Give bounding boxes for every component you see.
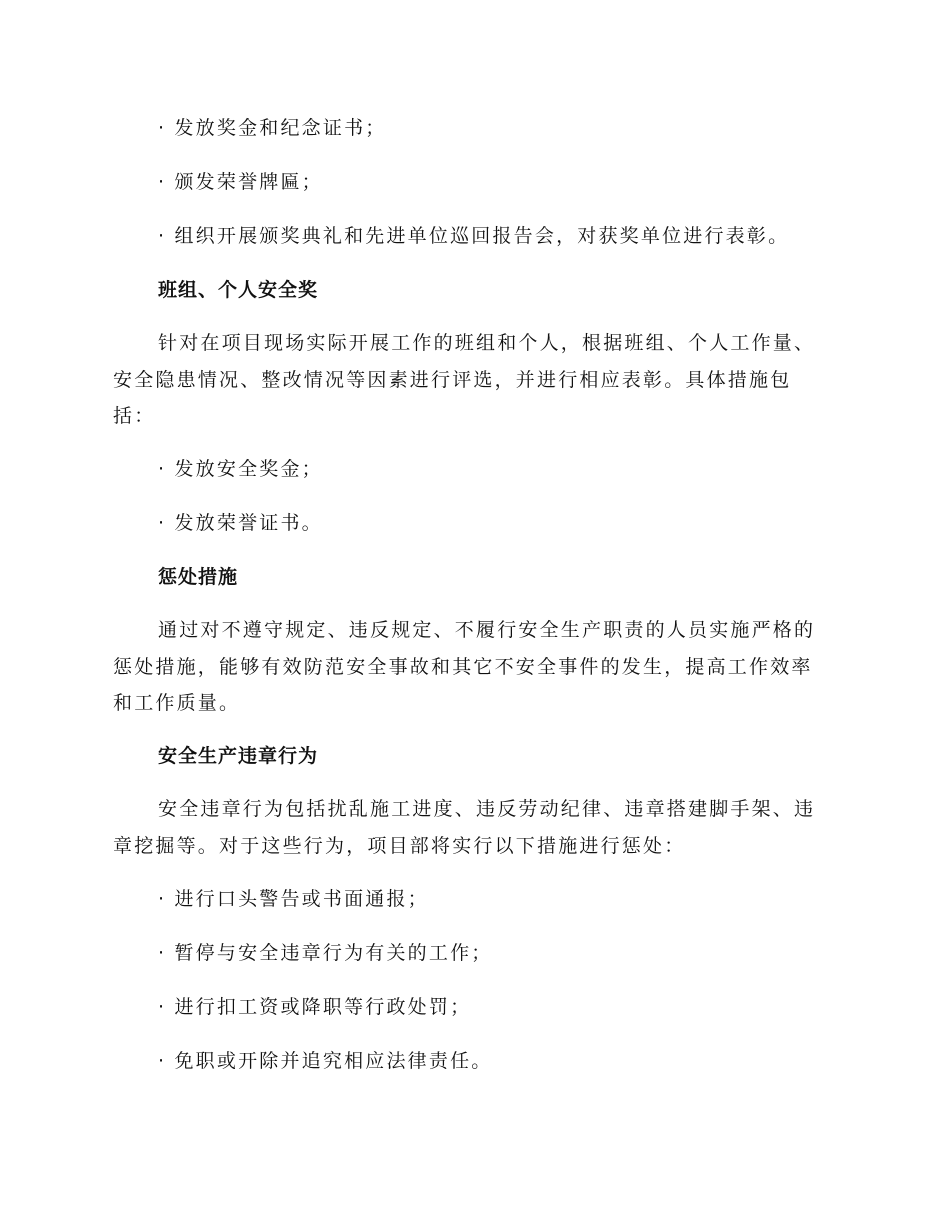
section-heading: 安全生产违章行为 xyxy=(158,745,319,767)
paragraph-line: 章挖掘等。对于这些行为，项目部将实行以下措施进行惩处： xyxy=(113,835,686,857)
section-heading: 班组、个人安全奖 xyxy=(158,279,319,301)
paragraph-line: 安全违章行为包括扰乱施工进度、违反劳动纪律、违章搭建脚手架、违 xyxy=(158,798,816,820)
paragraph-line: 通过对不遵守规定、违反规定、不履行安全生产职责的人员实施严格的 xyxy=(158,619,816,641)
list-item: · 暂停与安全违章行为有关的工作； xyxy=(158,942,493,964)
list-item: · 颁发荣誉牌匾； xyxy=(158,171,323,193)
list-item: · 发放安全奖金； xyxy=(158,458,323,480)
paragraph-line: 括： xyxy=(113,405,156,427)
paragraph-line: 惩处措施，能够有效防范安全事故和其它不安全事件的发生，提高工作效率 xyxy=(113,656,813,678)
list-item: · 发放荣誉证书。 xyxy=(158,512,323,534)
list-item: · 免职或开除并追究相应法律责任。 xyxy=(158,1050,493,1072)
paragraph-line: 和工作质量。 xyxy=(113,692,241,714)
list-item: · 进行扣工资或降职等行政处罚； xyxy=(158,996,472,1018)
list-item: · 进行口头警告或书面通报； xyxy=(158,888,429,910)
paragraph-line: 针对在项目现场实际开展工作的班组和个人，根据班组、个人工作量、 xyxy=(158,332,816,354)
paragraph-line: 安全隐患情况、整改情况等因素进行评选，并进行相应表彰。具体措施包 xyxy=(113,369,792,391)
section-heading: 惩处措施 xyxy=(158,566,239,588)
list-item: · 发放奖金和纪念证书； xyxy=(158,117,387,139)
list-item: · 组织开展颁奖典礼和先进单位巡回报告会，对获奖单位进行表彰。 xyxy=(158,225,790,247)
